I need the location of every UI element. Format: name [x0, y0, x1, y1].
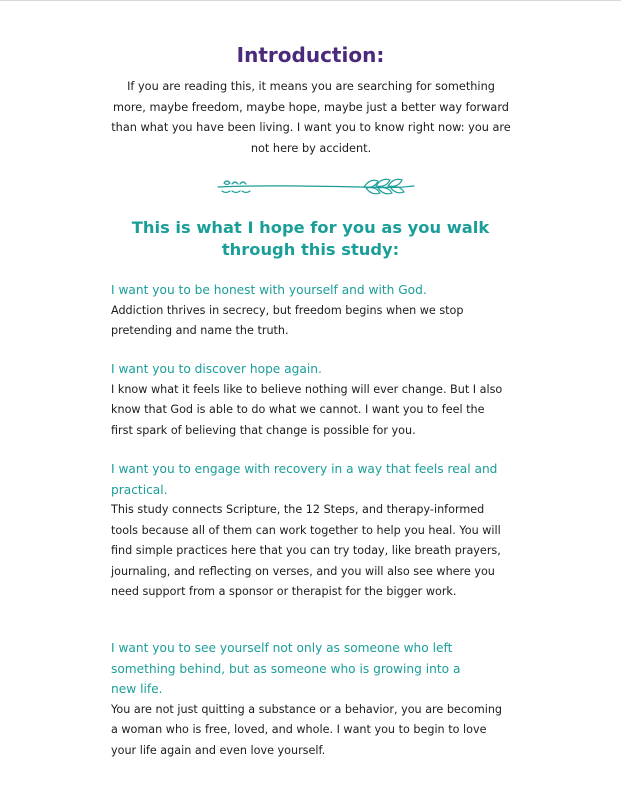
- hope-body: Addiction thrives in secrecy, but freedom begins when we stop pretending and name the truth.: [111, 303, 464, 337]
- leafy-vine-ornament-icon: [210, 172, 420, 202]
- hope-section: [111, 280, 507, 342]
- section-subtitle: This is what I hope for you as you walk through this study:: [131, 218, 490, 259]
- page-title: Introduction:: [236, 43, 385, 67]
- hope-heading: I want you to be honest with yourself and with God.: [111, 283, 427, 297]
- hope-heading: I want you to engage with recovery in a way that feels real and practical.: [111, 462, 498, 497]
- top-rule: [0, 0, 621, 1]
- hope-section: [111, 638, 507, 761]
- hope-heading: I want you to discover hope again.: [111, 362, 322, 376]
- hope-body: I know what it feels like to believe nothing will ever change. But I also know that God is able to do what we cannot. I want you to feel the first spark of believing that change is possible for you.: [111, 382, 503, 437]
- hope-section: [111, 359, 507, 441]
- hope-section: [111, 459, 507, 603]
- hope-body: You are not just quitting a substance or a behavior, you are becoming a woman who is free, loved, and whole. I want you to begin to love your life again and even love yourself.: [111, 702, 503, 757]
- hope-body: This study connects Scripture, the 12 Steps, and therapy-informed tools because all of them can work together to help you heal. You will find simple practices here that you can try today, like breath prayers, journaling, and reflecting on verses, and you will also see where you need support from a sponsor or therapist for the bigger work.: [111, 503, 501, 598]
- intro-paragraph: If you are reading this, it means you are searching for something more, maybe freedom, maybe hope, maybe just a better way forward than what you have been living. I want you to know right now: you are not here by accident.: [111, 80, 511, 155]
- hope-heading: I want you to see yourself not only as someone who left something behind, but as someone who is growing into a new life.: [111, 641, 461, 696]
